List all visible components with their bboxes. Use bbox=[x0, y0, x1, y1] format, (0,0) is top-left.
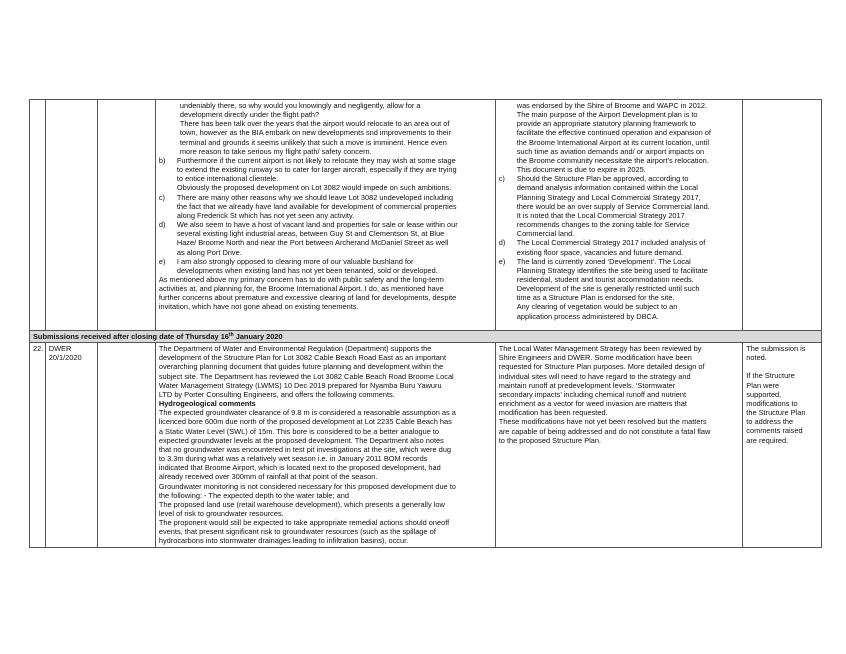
text-line: more reason to take serious my flight path/ safety concern. bbox=[179, 146, 372, 156]
text-line: further concerns about premature and excessive clearing of land for developments, despite bbox=[158, 293, 457, 303]
submitter-cell bbox=[45, 100, 97, 331]
text-line: There are many other reasons why we should leave Lot 3082 undeveloped including bbox=[176, 192, 453, 202]
text-line: hydrocarbons into stormwater drainages leading to infiltration basins), occur. bbox=[158, 536, 409, 546]
comment-paragraph bbox=[159, 344, 492, 399]
text-line: undeniably there, so why would you knowingly and negligently, allow for a bbox=[179, 101, 421, 110]
list-item bbox=[159, 156, 492, 193]
list-item-marker: e) bbox=[498, 256, 506, 266]
submissions-table bbox=[29, 99, 822, 548]
text-line: It is noted that the Local Commercial Strategy 2017 bbox=[516, 210, 685, 220]
list-item-text bbox=[177, 193, 492, 220]
text-line: comments raised bbox=[746, 426, 803, 436]
text-line: provide an appropriate statutory planning framework to bbox=[516, 119, 696, 129]
text-line: invitation, which have not gone ahead on existing tenements. bbox=[158, 302, 359, 312]
list-item-text bbox=[517, 238, 740, 256]
text-line: Should the Structure Plan be approved, according to bbox=[516, 174, 689, 184]
text-line: The submission is bbox=[746, 344, 806, 354]
text-line: recommends changes to the zoning table for Service bbox=[516, 220, 690, 230]
table-row bbox=[30, 343, 822, 547]
list-item bbox=[499, 174, 740, 238]
list-item-marker: b) bbox=[158, 155, 166, 165]
text-line: supported, bbox=[746, 389, 782, 399]
text-line: There has been talk over the years that the airport would relocate to an area out of bbox=[179, 119, 450, 129]
text-line: Development of the site is generally restricted until such bbox=[516, 284, 700, 294]
recommendation-cell bbox=[743, 343, 822, 547]
response-intro bbox=[499, 101, 740, 174]
text-line: a Static Water Level (SWL) of 15m. This bore is considered to be a better analogue to bbox=[158, 426, 440, 436]
text-line: Plan were bbox=[746, 380, 780, 390]
text-line: was endorsed by the Shire of Broome and WAPC in 2012. bbox=[516, 101, 708, 110]
text-line: terminal and grounds it seems unlikely that such a move is imminent. Hence even bbox=[179, 137, 447, 147]
list-item bbox=[499, 238, 740, 256]
text-line: activities at, and planning for, the Broome International Airport. I do, as mentioned have bbox=[158, 284, 444, 294]
text-line: events, that present significant risk to groundwater resources (such as the spillage of bbox=[158, 527, 436, 537]
text-line: Any clearing of vegetation would be subject to an bbox=[516, 302, 678, 312]
text-line: secondary impacts’ including chemical runoff and nutrient bbox=[498, 389, 687, 399]
text-line: such time as aviation demands and/ or airport impacts on bbox=[516, 146, 705, 156]
text-line: We also seem to have a host of vacant land and properties for sale or lease within our bbox=[176, 220, 458, 230]
recommendation-paragraph bbox=[746, 371, 818, 444]
submission-number: 22. bbox=[33, 344, 44, 354]
response-cell bbox=[495, 100, 743, 331]
text-line: as along Port Drive. bbox=[176, 247, 242, 257]
section-header-text: Submissions received after closing date of Thursday 16 bbox=[33, 332, 229, 341]
text-line: existing floor space, vacancies and future demand. bbox=[516, 247, 684, 257]
recommendation-cell bbox=[743, 100, 822, 331]
recommendation-paragraph bbox=[746, 344, 818, 362]
text-line: Shire Engineers and DWER. Some modification have been bbox=[498, 353, 692, 363]
text-line: level of risk to groundwater resources. bbox=[158, 508, 284, 518]
section-header-row bbox=[30, 331, 822, 343]
text-line: noted. bbox=[746, 353, 767, 363]
text-line: already received over 300mm of rainfall at that point of the season. bbox=[158, 472, 378, 482]
comment-cell bbox=[155, 100, 495, 331]
text-line: town, however as the BIA embark on new developments snd improvements to their bbox=[179, 128, 451, 138]
text-line: The expected groundwater clearance of 9.8 m is considered a reasonable assumption as a bbox=[158, 408, 456, 418]
affected-cell bbox=[98, 100, 156, 331]
text-line: enrichment as a vector for weed invasion are matters that bbox=[498, 399, 687, 409]
text-line: The main purpose of the Airport Development plan is to bbox=[516, 110, 698, 120]
number-cell bbox=[30, 100, 46, 331]
text-line: Planning Strategy identifies the site being used to facilitate bbox=[516, 265, 708, 275]
text-line: developments when existing land has not yet been tenanted, sold or developed. bbox=[176, 265, 438, 275]
comment-paragraph bbox=[159, 408, 492, 545]
text-line: several existing light industrial areas, between Guy St and Clementson St, at Blue bbox=[176, 229, 445, 239]
text-line: are capable of being addressed and do not constitute a fatal flaw bbox=[498, 426, 711, 436]
list-item-marker: c) bbox=[498, 174, 505, 184]
text-line: modification has been requested. bbox=[498, 408, 608, 418]
number-cell bbox=[30, 343, 46, 547]
comment-cell bbox=[155, 343, 495, 547]
text-line: LTD by Porter Consulting Engineers, and offers the following comments. bbox=[158, 389, 395, 399]
list-item bbox=[499, 257, 740, 321]
text-line: The Department of Water and Environmental Regulation (Department) supports the bbox=[158, 344, 432, 354]
comment-heading: Hydrogeological comments bbox=[158, 399, 256, 409]
text-line: to 3.3m during what was a relatively wet season i.e. in January 2011 BOM records bbox=[158, 454, 428, 464]
text-line: overarching planning document that guides future planning and development within the bbox=[158, 362, 444, 372]
text-line: demand analysis information contained within the Local bbox=[516, 183, 698, 193]
comment-outro bbox=[159, 275, 492, 312]
text-line: development directly under the flight path? bbox=[179, 110, 320, 120]
text-line: The Local Commercial Strategy 2017 included analysis of bbox=[516, 238, 706, 248]
text-line: The proponent would still be expected to take appropriate remedial actions should oneoff bbox=[158, 518, 450, 528]
list-item-marker: c) bbox=[158, 192, 166, 202]
text-line: to address the bbox=[746, 417, 794, 427]
text-line: individual sites will need to have regard to the strategy and bbox=[498, 371, 691, 381]
text-line: modifications to bbox=[746, 398, 798, 408]
comment-intro bbox=[159, 101, 492, 156]
list-item-marker: d) bbox=[498, 238, 506, 248]
text-line: These modifications have not yet been resolved but the matters bbox=[498, 417, 707, 427]
list-item bbox=[159, 257, 492, 275]
text-line: time as a Structure Plan is endorsed for the site. bbox=[516, 293, 675, 303]
text-line: indicated that Broome Airport, which is located next to the proposed development, had bbox=[158, 463, 441, 473]
affected-cell bbox=[98, 343, 156, 547]
section-header-text-end: January 2020 bbox=[233, 332, 283, 341]
text-line: the Structure Plan bbox=[746, 408, 806, 418]
list-item-text bbox=[177, 220, 492, 257]
text-line: Water Management Strategy (LWMS) 10 Dec 2019 prepared for Nyamba Buru Yawuru bbox=[158, 380, 442, 390]
list-item-text bbox=[517, 257, 740, 321]
list-item-text bbox=[177, 156, 492, 193]
text-line: The proposed land use (retail warehouse development), which presents a generally low bbox=[158, 499, 445, 509]
text-line: residential, student and tourist accommodation needs. bbox=[516, 274, 694, 284]
text-line: licenced bore 600m due north of the proposed development at Lot 2235 Cable Beach has bbox=[158, 417, 452, 427]
text-line: subject site. The Department has reviewed the Lot 3082 Cable Beach Road Broome Local bbox=[158, 371, 454, 381]
text-line: The Local Water Management Strategy has been reviewed by bbox=[498, 344, 702, 354]
text-line: are required. bbox=[746, 435, 789, 445]
list-item-text bbox=[517, 174, 740, 238]
text-line: Planning Strategy and Local Commercial Strategy 2017, bbox=[516, 192, 701, 202]
text-line: to entice international clientele. bbox=[176, 174, 279, 184]
response-cell bbox=[495, 343, 743, 547]
response-paragraph bbox=[499, 344, 740, 445]
text-line: Haze/ Broome North and near the Port between Archerand McDaniel Street as well bbox=[176, 238, 449, 248]
list-item bbox=[159, 193, 492, 220]
text-line: to the proposed Structure Plan. bbox=[498, 435, 602, 445]
section-header-sup: th bbox=[228, 332, 234, 338]
response-list bbox=[499, 174, 740, 321]
text-line: along Frederick St which has not yet seen any activity. bbox=[176, 210, 355, 220]
text-line: The land is currently zoned ‘Development’. The Local bbox=[516, 256, 691, 266]
paragraph-gap bbox=[746, 362, 818, 371]
text-line: As mentioned above my primary concern has to do with public safety and the long-term bbox=[158, 274, 444, 284]
text-line: This document is due to expire in 2025. bbox=[516, 165, 646, 175]
text-line: I am also strongly opposed to clearing more of our valuable bushland for bbox=[176, 256, 414, 266]
text-line: Groundwater monitoring is not considered necessary for this proposed development due to bbox=[158, 481, 456, 491]
text-line: requested for Structure Plan purposes. More detailed design of bbox=[498, 362, 705, 372]
list-item bbox=[159, 220, 492, 257]
text-line: maintain runoff at predevelopment levels. ‘Stormwater bbox=[498, 380, 676, 390]
text-line: to extend the existing runway so to cater for larger aircraft, especially if they are trying bbox=[176, 165, 457, 175]
submission-date: 20/1/2020 bbox=[48, 353, 82, 363]
text-line: there would be an over supply of Service Commercial land. bbox=[516, 201, 710, 211]
text-line: If the Structure bbox=[746, 371, 795, 381]
list-item-marker: d) bbox=[158, 220, 166, 230]
text-line: development of the Structure Plan for Lot 3082 Cable Beach Road East as an important bbox=[158, 353, 447, 363]
text-line: the following: - The expected depth to the water table; and bbox=[158, 490, 349, 500]
submitter-cell bbox=[45, 343, 97, 547]
text-line: that no groundwater was encountered in test pit investigations at the site, which were dug bbox=[158, 444, 451, 454]
section-header bbox=[30, 331, 822, 343]
list-item-text bbox=[177, 257, 492, 275]
text-line: Commercial land. bbox=[516, 229, 575, 239]
submitter-name: DWER bbox=[48, 344, 72, 354]
text-line: facilitate the effective continued operation and expansion of bbox=[516, 128, 711, 138]
text-line: expected groundwater levels at the proposed development. The Department also notes bbox=[158, 435, 444, 445]
table-row bbox=[30, 100, 822, 331]
text-line: Furthermore if the current airport is not likely to relocate they may wish at some stage bbox=[176, 155, 456, 165]
text-line: application process administered by DBCA. bbox=[516, 311, 659, 321]
text-line: the Broome International Airport at its current location, until bbox=[516, 137, 709, 147]
text-line: the Broome community necessitate the airport’s relocation. bbox=[516, 155, 709, 165]
comment-list bbox=[159, 156, 492, 275]
text-line: the fact that we already have land available for development of commercial properties bbox=[176, 201, 457, 211]
list-item-marker: e) bbox=[158, 256, 166, 266]
text-line: Obviously the proposed development on Lot 3082 would impede on such ambitions. bbox=[176, 183, 452, 193]
